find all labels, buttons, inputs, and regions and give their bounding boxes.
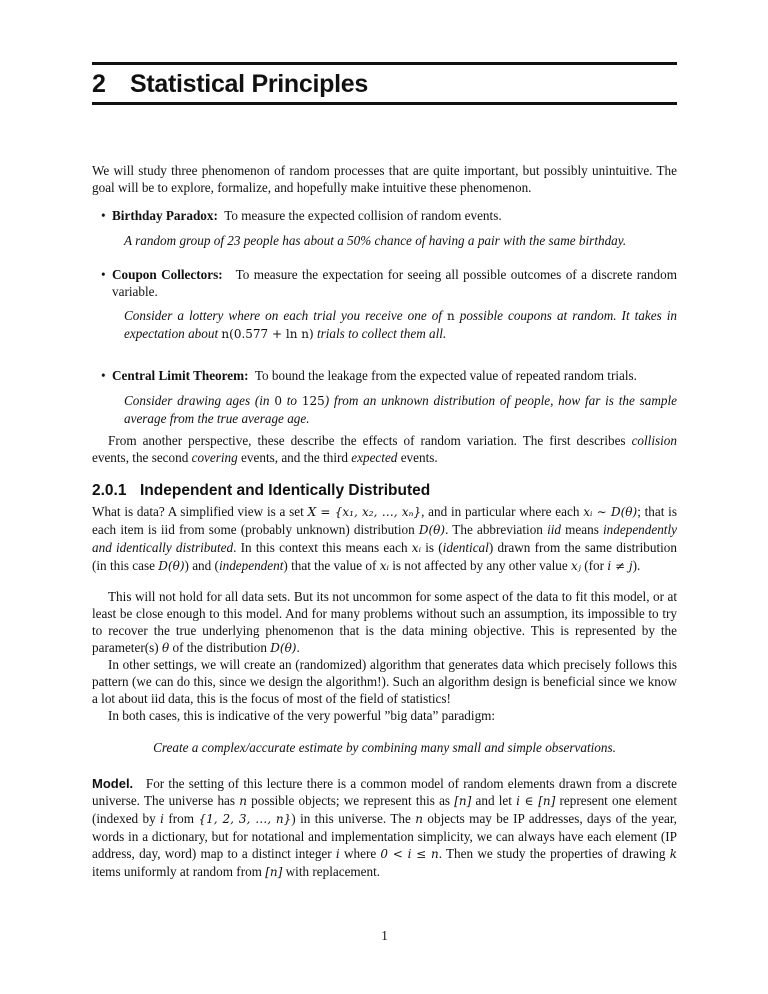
bullet-dot-icon: • — [101, 267, 106, 282]
paradigm-quote: Create a complex/accurate estimate by combining many small and simple observations. — [153, 740, 616, 755]
text-run: possible coupons at random. It takes in expectation about — [124, 308, 677, 341]
text-run: For the setting of this lecture there is a common model of random elements drawn from a discrete universe. The universe has — [92, 776, 678, 808]
emph-independent: independent — [218, 558, 284, 573]
chapter-rule-top — [92, 62, 677, 65]
math-n: n — [446, 309, 455, 323]
perspective-paragraph — [92, 432, 677, 466]
page-number: 1 — [381, 928, 388, 943]
iid-paragraph-3: In other settings, we will create an (randomized) algorithm that generates data which precisely follows this pattern (we can do this, since we design the algorithm!). Such an algorithm design is beneficial since we know a lot about iid data, this is the focus of most of the field of statistics! — [92, 657, 677, 706]
text-run: and let — [471, 793, 517, 808]
text-run: What is data? A simplified view is a set — [92, 504, 308, 519]
text-run: ) in this universe. The — [291, 811, 416, 826]
bullet-desc: To measure the expectation for seeing all possible outcomes of a discrete random variable. — [112, 267, 677, 299]
bullet-dot-icon: • — [101, 208, 106, 223]
math-xi-dist: xᵢ ∼ D(θ) — [583, 505, 638, 519]
text-run: . Then we study the properties of drawing — [438, 846, 670, 861]
text-run: where — [339, 846, 381, 861]
math-xj: xⱼ — [571, 559, 581, 573]
text-run: possible objects; we represent this as — [246, 793, 455, 808]
section-number: 2.0.1 — [92, 482, 127, 499]
emph-iid-full: independently and identically distributed — [92, 522, 677, 555]
model-paragraph — [92, 775, 677, 881]
math-125: 125 — [301, 394, 325, 408]
math-i: i — [160, 812, 164, 826]
bullet-birthday-paradox — [101, 207, 677, 224]
text-run: events, the second — [92, 450, 192, 465]
math-i-neq-j: i ≠ j — [607, 559, 633, 573]
chapter-rule-bottom — [92, 102, 677, 105]
emph-iid: iid — [547, 522, 561, 537]
emph-covering: covering — [191, 450, 238, 465]
intro-paragraph: We will study three phenomenon of random processes that are quite important, but possibly unintuitive. The goal will be to explore, formalize, and hopefully make intuitive these phenomenon. — [92, 163, 677, 195]
text-run: ; that is each item is iid from some (probably unknown) distribution — [92, 504, 677, 537]
iid-paragraph-2 — [92, 588, 677, 657]
math-set-n: [n] — [454, 794, 472, 808]
math-d-theta: D(θ) — [418, 523, 446, 537]
math-i-in-n: i ∈ [n] — [516, 794, 556, 808]
text-run: means — [560, 522, 604, 537]
bullet-example-clt — [124, 392, 677, 427]
iid-paragraph-4: In both cases, this is indicative of the very powerful ”big data” paradigm: — [108, 708, 496, 723]
text-run: is ( — [420, 540, 443, 555]
text-run: ). — [632, 558, 641, 573]
math-n: n — [239, 794, 247, 808]
text-run: This will not hold for all data sets. But its not uncommon for some aspect of the data to fit this model, or at least be close enough to this model. And for many problems without such an assumption, its impossible to try to recover the true underlying phenomenon that is the data mining objective. This is represented by the parameter(s) — [92, 589, 677, 655]
chapter-number: 2 — [92, 70, 106, 98]
text-run: to — [281, 393, 302, 408]
emph-collision: collision — [631, 433, 677, 448]
bullet-example-birthday: A random group of 23 people has about a 50% chance of having a pair with the same birthday. — [124, 233, 627, 248]
math-set-x: X = {x₁, x₂, …, xₙ} — [307, 505, 422, 519]
text-run: Consider a lottery where on each trial you receive one of — [124, 308, 447, 323]
math-n: n — [415, 812, 424, 826]
text-run: events. — [397, 450, 438, 465]
emph-expected: expected — [351, 450, 398, 465]
text-run: Consider drawing ages (in — [124, 393, 275, 408]
text-run: ) and ( — [184, 558, 219, 573]
text-run: . — [296, 640, 300, 655]
bullet-coupon-collectors — [101, 266, 677, 300]
math-d-theta: D(θ) — [158, 559, 185, 573]
text-run: of the distribution — [169, 640, 271, 655]
bullet-desc: To bound the leakage from the expected value of repeated random trials. — [254, 368, 637, 383]
bullet-term: Central Limit Theorem: — [112, 368, 249, 383]
math-xi: xᵢ — [379, 559, 389, 573]
model-heading: Model. — [92, 776, 134, 791]
text-run: From another perspective, these describe the effects of random variation. The first describes — [108, 433, 632, 448]
math-zero: 0 — [274, 394, 282, 408]
bullet-example-coupon — [124, 307, 677, 343]
text-run: trials to collect them all. — [313, 326, 447, 341]
text-run: represent one element (indexed by — [92, 793, 677, 826]
text-run: items uniformly at random from — [92, 864, 266, 879]
text-run: objects may be IP addresses, days of the year, words in a dictionary, but for notational and implementation simplicity, we can always have each element (IP address, day, word) map to a distinct integer — [92, 811, 677, 861]
math-expectation: n(0.577 + ln n) — [221, 327, 314, 341]
chapter-heading — [92, 70, 368, 99]
text-run: , and in particular where each — [421, 504, 584, 519]
section-title: Independent and Identically Distributed — [140, 482, 431, 499]
text-run: is not affected by any other value — [388, 558, 572, 573]
text-run: . The abbreviation — [445, 522, 548, 537]
math-theta: θ — [161, 641, 170, 655]
text-run: ) that the value of — [283, 558, 380, 573]
emph-identical: identical — [442, 540, 489, 555]
text-run: from — [163, 811, 199, 826]
math-xi: xᵢ — [411, 541, 421, 555]
chapter-title: Statistical Principles — [130, 70, 368, 98]
math-i: i — [335, 847, 340, 861]
math-k: k — [669, 847, 677, 861]
math-inequality: 0 < i ≤ n — [380, 847, 439, 861]
section-heading — [92, 482, 430, 500]
math-range: {1, 2, 3, …, n} — [198, 812, 292, 826]
math-d-theta: D(θ) — [270, 641, 297, 655]
text-run: ) from an unknown distribution of people, how far is the sample average from the true average age. — [124, 393, 677, 426]
text-run: . In this context this means each — [233, 540, 412, 555]
iid-paragraph-1 — [92, 503, 677, 575]
text-run: events, and the third — [237, 450, 352, 465]
bullet-dot-icon: • — [101, 368, 106, 383]
bullet-term: Coupon Collectors: — [112, 267, 223, 282]
text-run: with replacement. — [282, 864, 381, 879]
bullet-desc: To measure the expected collision of random events. — [224, 208, 502, 223]
text-run: ) drawn from the same distribution (in this case — [92, 540, 677, 573]
bullet-central-limit-theorem — [101, 367, 677, 384]
math-set-n: [n] — [265, 865, 283, 879]
bullet-term: Birthday Paradox: — [112, 208, 218, 223]
text-run: (for — [580, 558, 608, 573]
